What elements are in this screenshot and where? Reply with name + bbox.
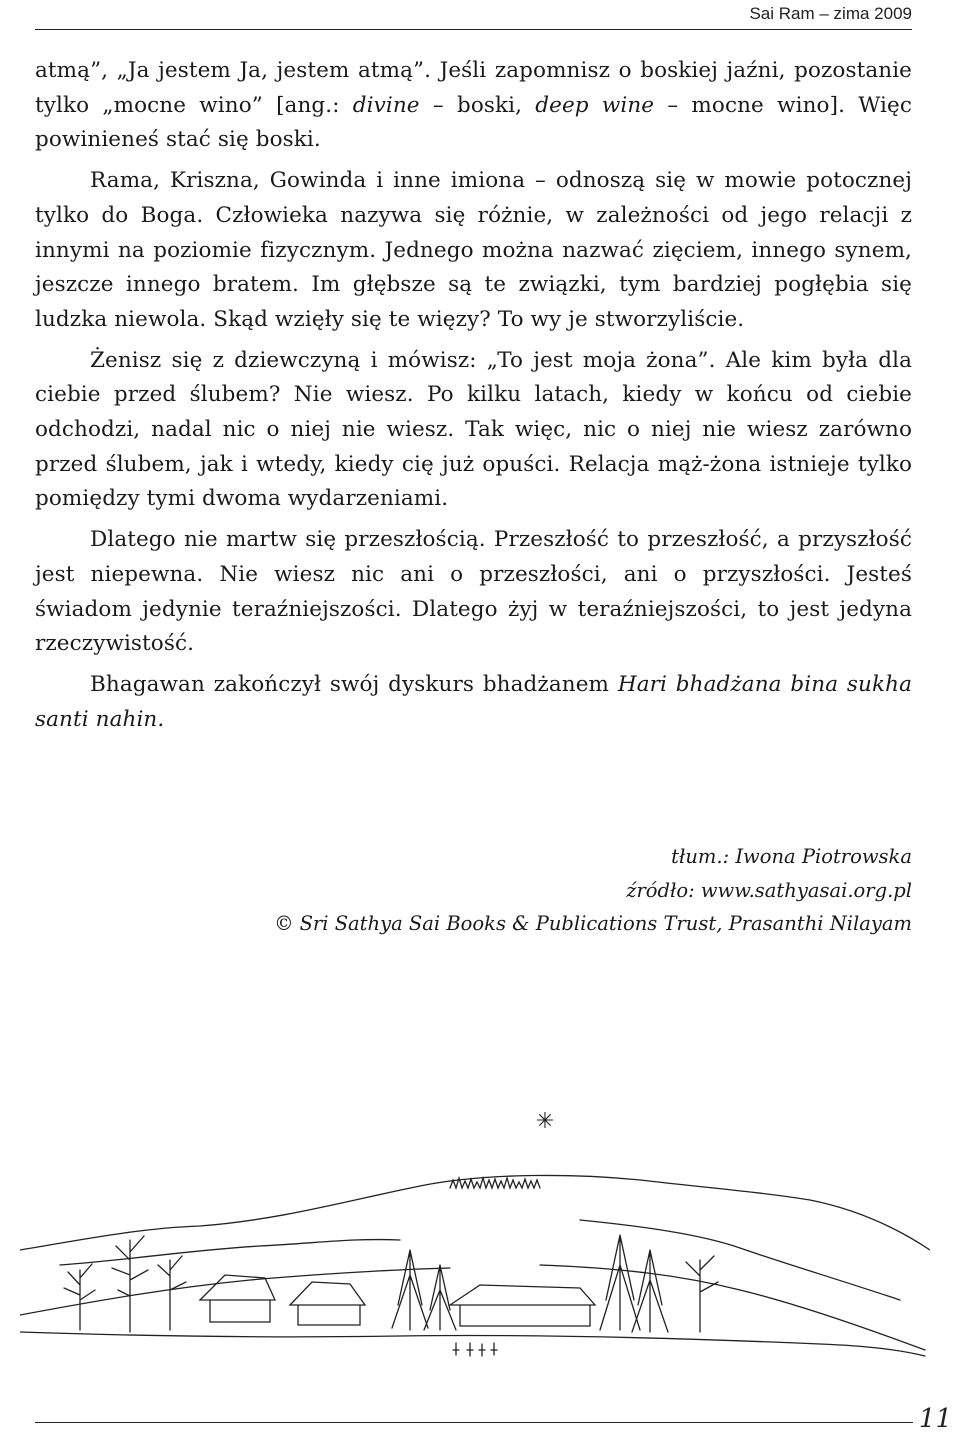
bare-tree-2 [112, 1236, 148, 1332]
snow-slope [20, 1265, 925, 1350]
paragraph-1-italic-b: deep wine [535, 92, 655, 118]
walking-figures [453, 1343, 497, 1356]
credits-block [274, 840, 912, 941]
paragraph-5-text: Bhagawan zakończył swój dyskurs bhadżanem [90, 671, 618, 697]
winter-landscape-illustration [20, 1100, 930, 1370]
paragraph-5 [35, 668, 912, 737]
running-header-title: Sai Ram – zima 2009 [749, 4, 912, 23]
paragraph-1-italic-a: divine [352, 92, 420, 118]
paragraph-1-text-c: – mocne wino]. Więc powinieneś stać się boski. [35, 92, 912, 153]
translator-credit: tłum.: Iwona Piotrowska [671, 845, 912, 868]
spruce-2 [424, 1265, 456, 1330]
paragraph-1-text-a: atmą”, „Ja jestem Ja, jestem atmą”. Jeśli zapomnisz o boskiej jaźni, pozostanie tylko „mocne wino” [ang.: [35, 58, 912, 118]
source-credit: źródło: www.sathyasai.org.pl [626, 878, 912, 902]
paragraph-1-text-b: – boski, [419, 92, 536, 118]
header-rule [35, 29, 912, 30]
page-header [35, 0, 912, 30]
spruce-1 [392, 1250, 428, 1330]
copyright-text: Sri Sathya Sai Books & Publications Trust, Prasanthi Nilayam [299, 912, 912, 935]
bare-tree-4 [686, 1256, 718, 1332]
copyright-symbol: © [274, 912, 294, 935]
paragraph-2: Rama, Kriszna, Gowinda i inne imiona – odnoszą się w mowie potocznej tylko do Boga. Człowieka nazywa się różnie, w zależności od jego relacji z innymi na poziomie fizycznym. Jednego można nazwać zięciem, innego synem, jeszcze innego bratem. Im głębsze są te związki, tym bardziej pogłębia się ludzka niewola. Skąd wzięły się te więzy? To wy je stworzyliście. [35, 168, 912, 332]
spruce-3 [600, 1235, 640, 1330]
paragraph-4: Dlatego nie martw się przeszłością. Przeszłość to przeszłość, a przyszłość jest niepewna. Nie wiesz nic ani o przeszłości, ani o przyszłości. Jesteś świadom jedynie teraźniejszości. Dlatego żyj w teraźniejszości, to jest jedyna rzeczywistość. [35, 527, 912, 657]
page-number: 11 [918, 1404, 952, 1434]
footer-rule [35, 1422, 913, 1423]
bare-tree-3 [158, 1256, 186, 1330]
star-icon: ✳ [535, 1109, 555, 1134]
copyright-line [274, 907, 912, 941]
paragraph-5-italic: Hari bhadżana bina sukha santi nahin. [35, 671, 913, 732]
house-middle [290, 1282, 365, 1325]
article-body [35, 54, 912, 743]
bare-tree-1 [64, 1264, 95, 1330]
house-long [450, 1285, 595, 1326]
foreground-ground [20, 1332, 925, 1356]
house-left [200, 1275, 275, 1322]
paragraph-1 [35, 54, 912, 158]
paragraph-3: Żenisz się z dziewczyną i mówisz: „To jest moja żona”. Ale kim była dla ciebie przed ślubem? Nie wiesz. Po kilku latach, kiedy w końcu od ciebie odchodzi, nadal nic o niej nie wiesz. Tak więc, nic o niej nie wiesz zarówno przed ślubem, jak i wtedy, kiedy cię już opuści. Relacja mąż-żona istnieje tylko pomiędzy tymi dwoma wydarzeniami. [35, 347, 912, 512]
